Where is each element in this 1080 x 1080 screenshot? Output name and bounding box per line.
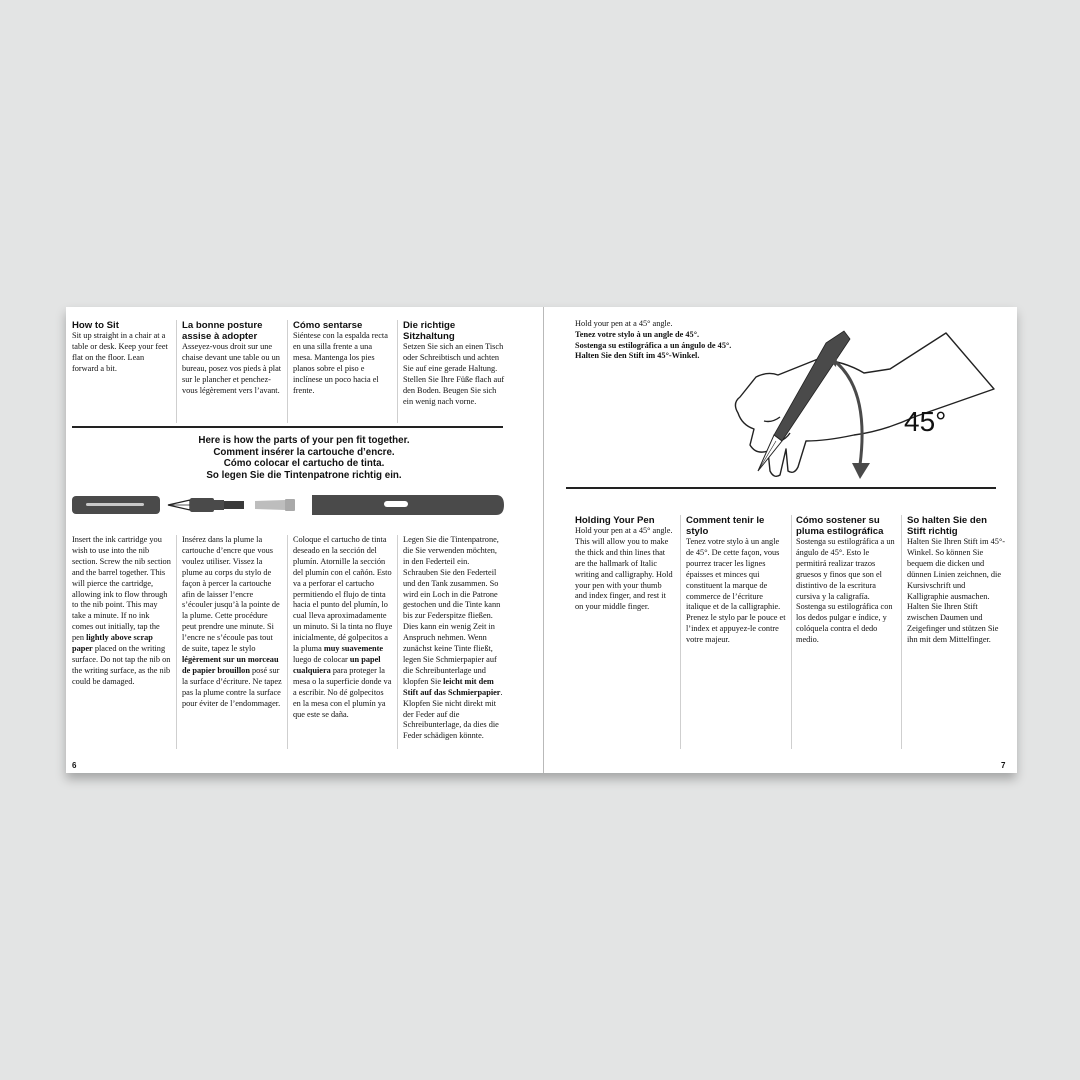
section-body: Hold your pen at a 45° angle. This will allow you to make the thick and thin lines that are the hallmark of Italic writing and calligraphy. Hold your pen with your thumb and index finger, and rest it on your middle finger.	[575, 526, 673, 612]
instructions-text: Coloque el cartucho de tinta deseado en la sección del plumín. Atornille la sección del plumín con el cañón. Esto va a perforar el cartucho permitiendo el flujo de tinta hacia el punto del plumín, lo cual lleva aproximadamente un minuto. Si la tinta no fluye inicialmente, dé golpecitos a la pluma	[293, 535, 393, 654]
section-rule	[72, 426, 503, 428]
instructions-bold: lightly above scrap paper	[72, 633, 153, 654]
section-title: So halten Sie den Stift richtig	[907, 515, 987, 537]
instructions-text: Legen Sie die Tintenpatrone, die Sie verwenden möchten, in den Federteil ein. Schrauben Sie den Federteil und den Tank zusammen. So wird ein Loch in die Patrone gestochen und die Tinte kann bis zur Federspitze fließen. Dies kann ein wenig Zeit in Anspruch nehmen. Wenn zunächst keine Tinte fließt, legen Sie Schmierpapier auf die Schreibunterlage und klopfen Sie	[403, 535, 501, 686]
column-divider	[287, 535, 288, 749]
caption-en: Hold your pen at a 45° angle.	[575, 319, 673, 328]
section-body: Sostenga su estilográfica a un ángulo de 45°. Esto le permitirá realizar trazos gruesos y finos que son el distintivo de la escritura cursiva y la caligrafía. Sostenga su estilográfica con los dedos pulgar e índice, y colóquela contra el dedo medio.	[796, 537, 895, 645]
parts-heading-fr: Comment insérer la cartouche d’encre.	[213, 446, 395, 458]
section-body: Sit up straight in a chair at a table or desk. Keep your feet flat on the floor. Lean forward a bit.	[72, 331, 168, 373]
section-como-sentarse	[293, 320, 393, 396]
arrowhead-icon	[852, 463, 870, 479]
section-title: How to Sit	[72, 320, 119, 331]
instructions-bold: leicht mit dem Stift auf das Schmierpapier	[403, 676, 501, 697]
instructions-en	[72, 535, 172, 688]
caption-es: Sostenga su estilográfica a un ángulo de 45°.	[575, 340, 732, 350]
parts-heading-en: Here is how the parts of your pen fit together.	[198, 435, 410, 446]
section-holding-pen	[575, 515, 675, 613]
column-divider	[901, 515, 902, 749]
column-divider	[176, 320, 177, 423]
section-how-to-sit	[72, 320, 172, 375]
section-body: Asseyez-vous droit sur une chaise devant une table ou un bureau, posez vos pieds à plat sur le plancher et penchez-vous légèrement vers l’avant.	[182, 342, 282, 395]
instructions-bold: un papel cualquiera	[293, 654, 381, 675]
left-page	[66, 307, 542, 773]
instructions-text: Insert the ink cartridge you wish to use into the nib section. Screw the nib section and the barrel together. This will pierce the cartridge, allowing ink to flow through to the nib point. This may take a minute. If no ink comes out initially, tap the pen	[72, 535, 171, 643]
column-divider	[287, 320, 288, 423]
instructions-text: para proteger la mesa o la superficie donde va a escribir. No dé golpecitos en la mesa con el plumín ya que este se daña.	[293, 665, 392, 719]
section-title: Comment tenir le stylo	[686, 515, 765, 537]
instructions-text: posé sur la surface d’écriture. Ne tapez pas la plume contre la surface pour éviter de l’endommager.	[182, 665, 282, 708]
instructions-bold: légèrement sur un morceau de papier brouillon	[182, 654, 279, 675]
pen-cap-icon	[72, 496, 160, 514]
section-sitzhaltung	[403, 320, 505, 407]
instructions-de	[403, 535, 505, 742]
page-number: 6	[72, 761, 77, 770]
column-divider	[680, 515, 681, 749]
instructions-fr	[182, 535, 282, 710]
section-body: Siéntese con la espalda recta en una silla frente a una mesa. Mantenga los pies planos sobre el piso e inclínese un poco hacia el frente.	[293, 331, 388, 395]
section-sostener-pluma	[796, 515, 896, 646]
booklet-spread	[66, 307, 1016, 773]
caption-de: Halten Sie den Stift im 45°-Winkel.	[575, 351, 700, 361]
section-title: Cómo sentarse	[293, 320, 363, 331]
section-title: Holding Your Pen	[575, 515, 655, 526]
nib-section-icon	[168, 498, 244, 512]
pen-parts-illustration	[72, 491, 504, 519]
right-page	[543, 307, 1017, 773]
section-tenir-stylo	[686, 515, 786, 646]
section-title: Cómo sostener su pluma estilográfica	[796, 515, 884, 537]
section-body: Tenez votre stylo à un angle de 45°. De cette façon, vous pourrez tracer les lignes épaisses et minces qui constituent la marque de commerce de l’écriture italique et de la calligraphie. Prenez le stylo par le pouce et l’index et appuyez-le contre votre majeur.	[686, 537, 786, 645]
instructions-text: Insérez dans la plume la cartouche d’encre que vous voulez utiliser. Vissez la plume au corps du stylo de façon à percer la cartouche afin de laisser l’encre s’écouler jusqu’à la pointe de la plume. Cette procédure peut prendre une minute. Si l’encre ne s’écoule pas tout de suite, tapez le stylo	[182, 535, 280, 654]
page-number: 7	[1001, 761, 1006, 770]
section-bonne-posture	[182, 320, 282, 397]
instructions-bold: muy suavemente	[323, 644, 384, 654]
parts-heading-es: Cómo colocar el cartucho de tinta.	[223, 458, 385, 470]
section-title: Die richtige Sitzhaltung	[403, 320, 456, 342]
hand-icon	[735, 333, 994, 476]
hand-holding-pen-illustration	[694, 317, 1004, 497]
column-divider	[397, 320, 398, 423]
ink-cartridge-icon	[255, 499, 295, 511]
column-divider	[397, 535, 398, 749]
angle-label: 45°	[904, 406, 947, 437]
parts-heading-de: So legen Sie die Tintenpatrone richtig ein.	[206, 469, 402, 481]
instructions-es	[293, 535, 393, 720]
section-body: Halten Sie Ihren Stift im 45°-Winkel. So können Sie bequem die dicken und dünnen Linien zeichnen, die Kursivschrift und Kalligraphie ausmachen. Halten Sie Ihren Stift zwischen Daumen und Zeigefinger und stützen Sie ihn mit dem Mittelfinger.	[907, 537, 1006, 645]
baseline-rule	[566, 487, 996, 489]
column-divider	[791, 515, 792, 749]
section-body: Setzen Sie sich an einen Tisch oder Schreibtisch und achten Sie auf eine gerade Haltung. Stellen Sie Ihre Füße flach auf den Boden. Beugen Sie sich ein wenig nach vorne.	[403, 342, 505, 406]
instructions-text: luego de colocar	[293, 654, 350, 664]
column-divider	[176, 535, 177, 749]
instructions-text: . Klopfen Sie nicht direkt mit der Feder auf die Schreibunterlage, da dies die Feder schädigen könnte.	[403, 687, 503, 741]
section-title: La bonne posture assise à adopter	[182, 320, 263, 342]
parts-heading	[66, 435, 542, 481]
pen-barrel-icon	[312, 495, 504, 515]
caption-fr: Tenez votre stylo à un angle de 45°.	[575, 329, 700, 339]
instructions-text: placed on the writing surface. Do not tap the nib on the writing surface, as the nib could be damaged.	[72, 644, 171, 686]
section-stift-halten	[907, 515, 1007, 646]
